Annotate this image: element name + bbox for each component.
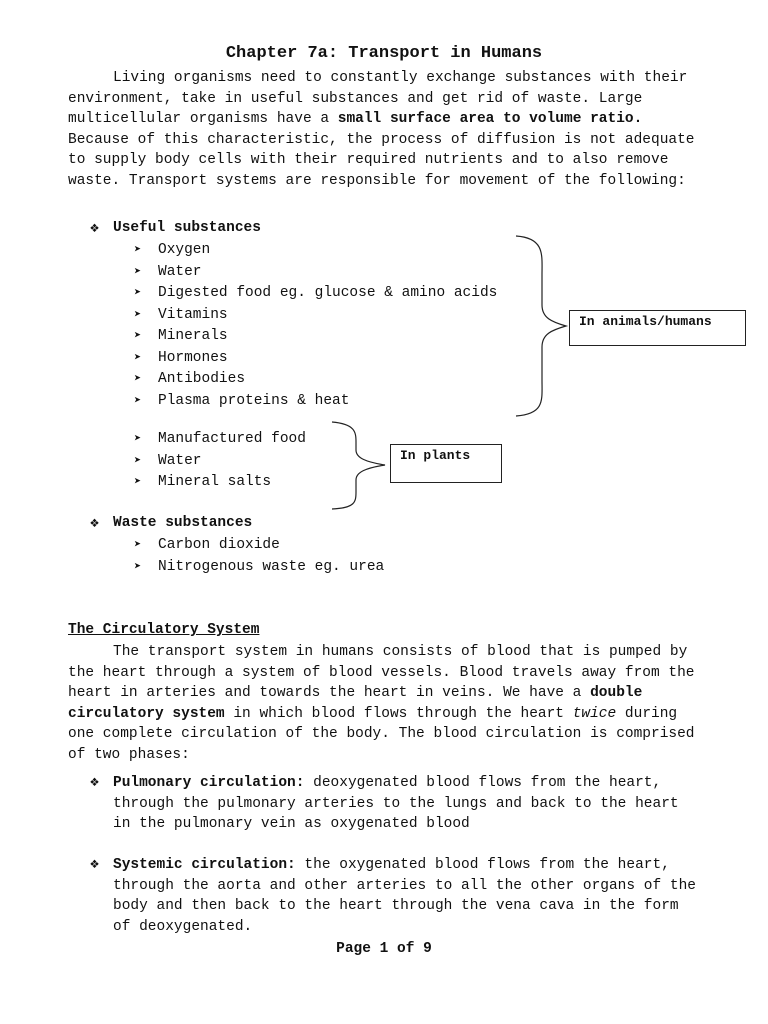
circulatory-italic-text: twice <box>572 705 617 722</box>
diamond-bullet-icon: ❖ <box>90 515 100 532</box>
list-item-label: Hormones <box>158 349 228 366</box>
useful-substances-label: Useful substances <box>113 220 261 236</box>
diamond-bullet-icon: ❖ <box>90 856 100 873</box>
arrow-bullet-icon: ➤ <box>134 286 142 300</box>
list-item-label: Mineral salts <box>158 474 272 490</box>
intro-bold-text: small surface area to volume ratio. <box>337 111 643 127</box>
arrow-bullet-icon: ➤ <box>134 453 142 468</box>
circulatory-paragraph <box>68 642 708 765</box>
page-footer: Page 1 of 9 <box>336 941 432 957</box>
intro-text: Living organisms need to constantly exchange substances with their environment, take in useful substances and get rid of waste. Large multicellular organisms have a <box>68 70 688 127</box>
diamond-bullet-icon: ❖ <box>90 220 100 237</box>
systemic-label: Systemic circulation: <box>113 857 296 873</box>
animals-box: In animals/humans <box>569 310 746 346</box>
diamond-bullet-icon: ❖ <box>90 774 100 791</box>
arrow-bullet-icon: ➤ <box>134 307 142 322</box>
arrow-bullet-icon: ➤ <box>134 264 142 279</box>
list-item-label: Oxygen <box>158 242 211 258</box>
section-heading: The Circulatory System <box>68 622 260 638</box>
arrow-bullet-icon: ➤ <box>134 350 142 365</box>
plants-brace <box>332 422 385 509</box>
arrow-bullet-icon: ➤ <box>134 329 142 343</box>
list-item-label: Carbon dioxide <box>158 537 280 553</box>
pulmonary-text: deoxygenated blood flows from the heart, through the pulmonary arteries to the lungs and back to the heart in the pulmonary vein as oxygenated blood <box>113 775 679 832</box>
waste-substances-label: Waste substances <box>113 515 253 531</box>
circulatory-text-c: during one complete circulation of the body. The blood circulation is comprised of two phases: <box>68 705 695 763</box>
pulmonary-label: Pulmonary circulation: <box>113 775 305 791</box>
list-item-label: Nitrogenous waste eg. urea <box>158 558 385 575</box>
arrow-bullet-icon: ➤ <box>134 432 142 446</box>
list-item-label: Antibodies <box>158 371 246 387</box>
list-item <box>134 535 280 556</box>
animals-brace <box>516 236 566 416</box>
list-item-label: Vitamins <box>158 306 228 323</box>
list-item-label: Minerals <box>158 328 228 344</box>
circulatory-bold-text: double circulatory system <box>68 685 643 722</box>
pulmonary-bullet <box>113 773 703 835</box>
systemic-text: the oxygenated blood flows from the heart, through the aorta and other arteries to all the other organs of the body and then back to the heart through the vena cava in the form of deoxygenated. <box>113 857 696 935</box>
intro-text-cont: Because of this characteristic, the process of diffusion is not adequate to supply body cells with their required nutrients and to also remove waste. Transport systems are responsible for movement of the following: <box>68 131 695 189</box>
list-item-label: Plasma proteins & heat <box>158 392 350 409</box>
circulatory-text: The transport system in humans consists of blood that is pumped by the heart through a system of blood vessels. Blood travels away from the heart in arteries and towards the heart in veins. We have a <box>68 644 695 701</box>
arrow-bullet-icon: ➤ <box>134 475 142 489</box>
arrow-bullet-icon: ➤ <box>134 393 142 408</box>
list-item-label: Digested food eg. glucose & amino acids <box>158 285 498 301</box>
arrow-bullet-icon: ➤ <box>134 243 142 257</box>
plants-box: In plants <box>390 444 502 483</box>
circulatory-text-b: in which blood flows through the heart <box>224 705 573 722</box>
systemic-bullet <box>113 855 703 937</box>
list-item <box>134 557 384 578</box>
list-item-label: Manufactured food <box>158 431 306 447</box>
page-title: Chapter 7a: Transport in Humans <box>225 44 543 63</box>
arrow-bullet-icon: ➤ <box>134 538 142 552</box>
list-item-label: Water <box>158 263 202 280</box>
arrow-bullet-icon: ➤ <box>134 559 142 574</box>
arrow-bullet-icon: ➤ <box>134 372 142 386</box>
list-item-label: Water <box>158 452 202 469</box>
